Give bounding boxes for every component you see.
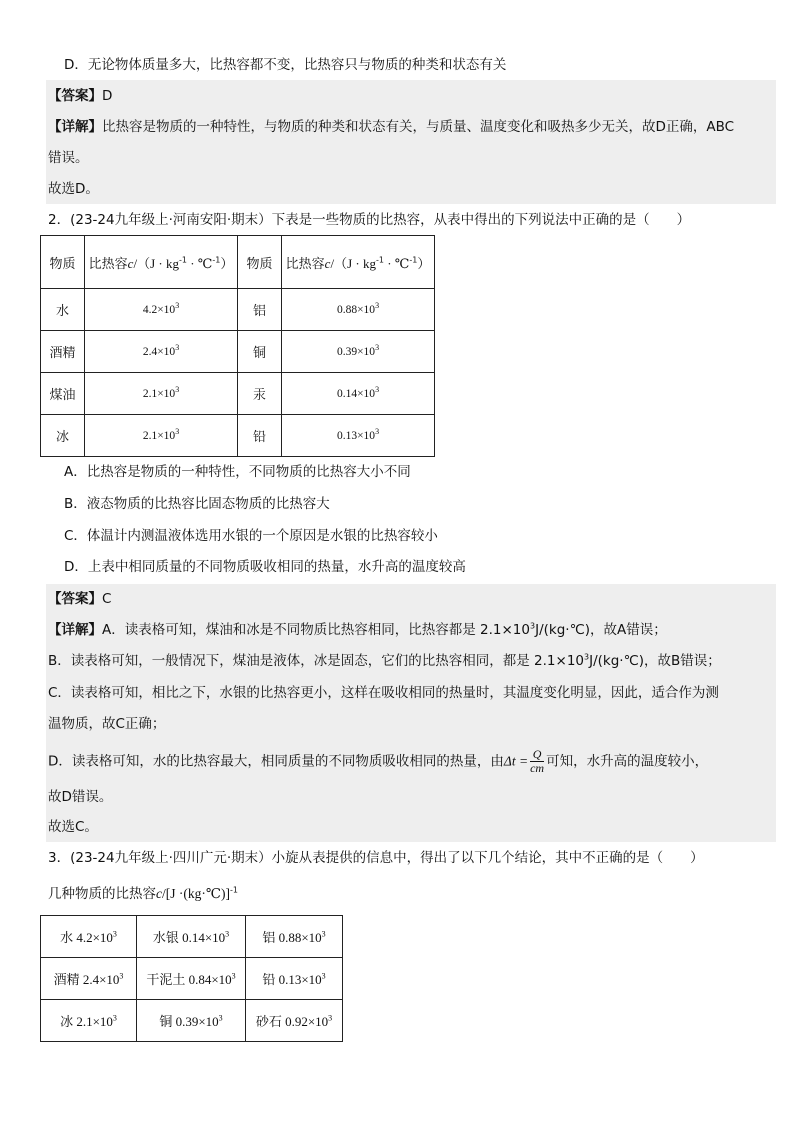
q3-table-caption: 几种物质的比热容c/[J ·(kg·℃)]$^{-1}$ bbox=[48, 885, 238, 902]
table-row bbox=[41, 289, 435, 331]
q2-detail-d-line2: 故D错误。 bbox=[48, 789, 113, 805]
value-cell: $4.2\times 10^3$ bbox=[85, 289, 238, 331]
value-cell: $0.14\times 10^3$ bbox=[282, 373, 435, 415]
q2-option-b: B．液态物质的比热容比固态物质的比热容大 bbox=[64, 496, 330, 512]
table-row bbox=[41, 373, 435, 415]
value-cell: $2.1\times 10^3$ bbox=[85, 373, 238, 415]
value-cell: $2.4\times 10^3$ bbox=[85, 331, 238, 373]
answer-value: C bbox=[102, 591, 112, 607]
q2-option-d: D．上表中相同质量的不同物质吸收相同的热量，水升高的温度较高 bbox=[64, 559, 466, 575]
substance-cell: 铅 bbox=[238, 415, 282, 457]
q1-detail bbox=[48, 117, 734, 137]
header-substance-2: 物质 bbox=[238, 236, 282, 289]
table-cell: 冰 $2.1\times 10^3$ bbox=[41, 1000, 137, 1042]
detail-label: 【详解】 bbox=[48, 622, 102, 638]
answer-label: 【答案】 bbox=[48, 88, 102, 104]
answer-label: 【答案】 bbox=[48, 591, 102, 607]
table-cell: 干泥土 $0.84\times 10^3$ bbox=[137, 958, 246, 1000]
header-substance: 物质 bbox=[41, 236, 85, 289]
q2-stem: 2．(23-24九年级上·河南安阳·期末）下表是一些物质的比热容，从表中得出的下列说法中正确的是（ ） bbox=[48, 212, 691, 228]
substance-cell: 铝 bbox=[238, 289, 282, 331]
formula-lhs: Δt = bbox=[503, 753, 529, 769]
q2-option-c: C．体温计内测温液体选用水银的一个原因是水银的比热容较小 bbox=[64, 528, 438, 544]
table-cell: 酒精 $2.4\times 10^3$ bbox=[41, 958, 137, 1000]
q3-specific-heat-table bbox=[40, 915, 343, 1042]
q1-answer bbox=[48, 86, 112, 106]
table-header-row bbox=[41, 236, 435, 289]
q2-answer bbox=[48, 589, 111, 609]
q2-option-a: A．比热容是物质的一种特性，不同物质的比热容大小不同 bbox=[64, 464, 411, 480]
table-row bbox=[41, 331, 435, 373]
formula-fraction: $\frac{Q}{cm}$ bbox=[530, 747, 545, 775]
header-capacity-2: 比热容$c/(J \cdot kg^{-1}$ · ℃$^{-1}$） bbox=[282, 236, 435, 289]
q2-detail-b: B．读表格可知，一般情况下，煤油是液体，冰是固态，它们的比热容相同，都是 $2.1\times 10^3J/(kg\cdot℃)$，故B错误； bbox=[48, 652, 721, 669]
table-row bbox=[41, 958, 343, 1000]
substance-cell: 冰 bbox=[41, 415, 85, 457]
q2-detail-c-line2: 温物质，故C正确； bbox=[48, 716, 166, 732]
value-cell: $0.39\times 10^3$ bbox=[282, 331, 435, 373]
table-cell: 铜 $0.39\times 10^3$ bbox=[137, 1000, 246, 1042]
table-cell: 水银 $0.14\times 10^3$ bbox=[137, 916, 246, 958]
answer-value: D bbox=[102, 88, 113, 104]
q1-conclusion: 故选D。 bbox=[48, 181, 99, 197]
q1-answer-block bbox=[46, 80, 776, 204]
substance-cell: 水 bbox=[41, 289, 85, 331]
substance-cell: 汞 bbox=[238, 373, 282, 415]
table-cell: 水 $4.2\times 10^3$ bbox=[41, 916, 137, 958]
q2-detail-c: C．读表格可知，相比之下，水银的比热容更小，这样在吸收相同的热量时，其温度变化明显，因此，适合作为测 bbox=[48, 685, 719, 701]
table-cell: 铅 $0.13\times 10^3$ bbox=[246, 958, 343, 1000]
q2-detail-d: D．读表格可知，水的比热容最大，相同质量的不同物质吸收相同的热量，由Δt = $\frac{Q}{cm}$ 可知，水升高的温度较小， bbox=[48, 747, 709, 775]
substance-cell: 煤油 bbox=[41, 373, 85, 415]
q3-stem: 3．(23-24九年级上·四川广元·期末）小旋从表提供的信息中，得出了以下几个结论，其中不正确的是（ ） bbox=[48, 850, 704, 866]
table-cell: 砂石 $0.92\times 10^3$ bbox=[246, 1000, 343, 1042]
q2-detail-a: 【详解】A．读表格可知，煤油和冰是不同物质比热容相同，比热容都是 $2.1\times 10^3J/(kg\cdot℃)$，故A错误； bbox=[48, 621, 667, 638]
detail-label: 【详解】 bbox=[48, 119, 102, 135]
q1-detail-line2: 错误。 bbox=[48, 150, 89, 166]
table-cell: 铝 $0.88\times 10^3$ bbox=[246, 916, 343, 958]
q2-specific-heat-table bbox=[40, 235, 435, 457]
value-cell: $0.88\times 10^3$ bbox=[282, 289, 435, 331]
value-cell: $2.1\times 10^3$ bbox=[85, 415, 238, 457]
q1-option-d: D．无论物体质量多大，比热容都不变，比热容只与物质的种类和状态有关 bbox=[64, 57, 507, 73]
value-cell: $0.13\times 10^3$ bbox=[282, 415, 435, 457]
header-capacity: 比热容$c/(J \cdot kg^{-1}$ · ℃$^{-1}$） bbox=[85, 236, 238, 289]
table-row bbox=[41, 415, 435, 457]
table-row bbox=[41, 1000, 343, 1042]
q2-conclusion: 故选C。 bbox=[48, 819, 98, 835]
substance-cell: 铜 bbox=[238, 331, 282, 373]
detail-text: 比热容是物质的一种特性，与物质的种类和状态有关，与质量、温度变化和吸热多少无关，故D正确，ABC bbox=[102, 119, 735, 135]
table-row bbox=[41, 916, 343, 958]
substance-cell: 酒精 bbox=[41, 331, 85, 373]
